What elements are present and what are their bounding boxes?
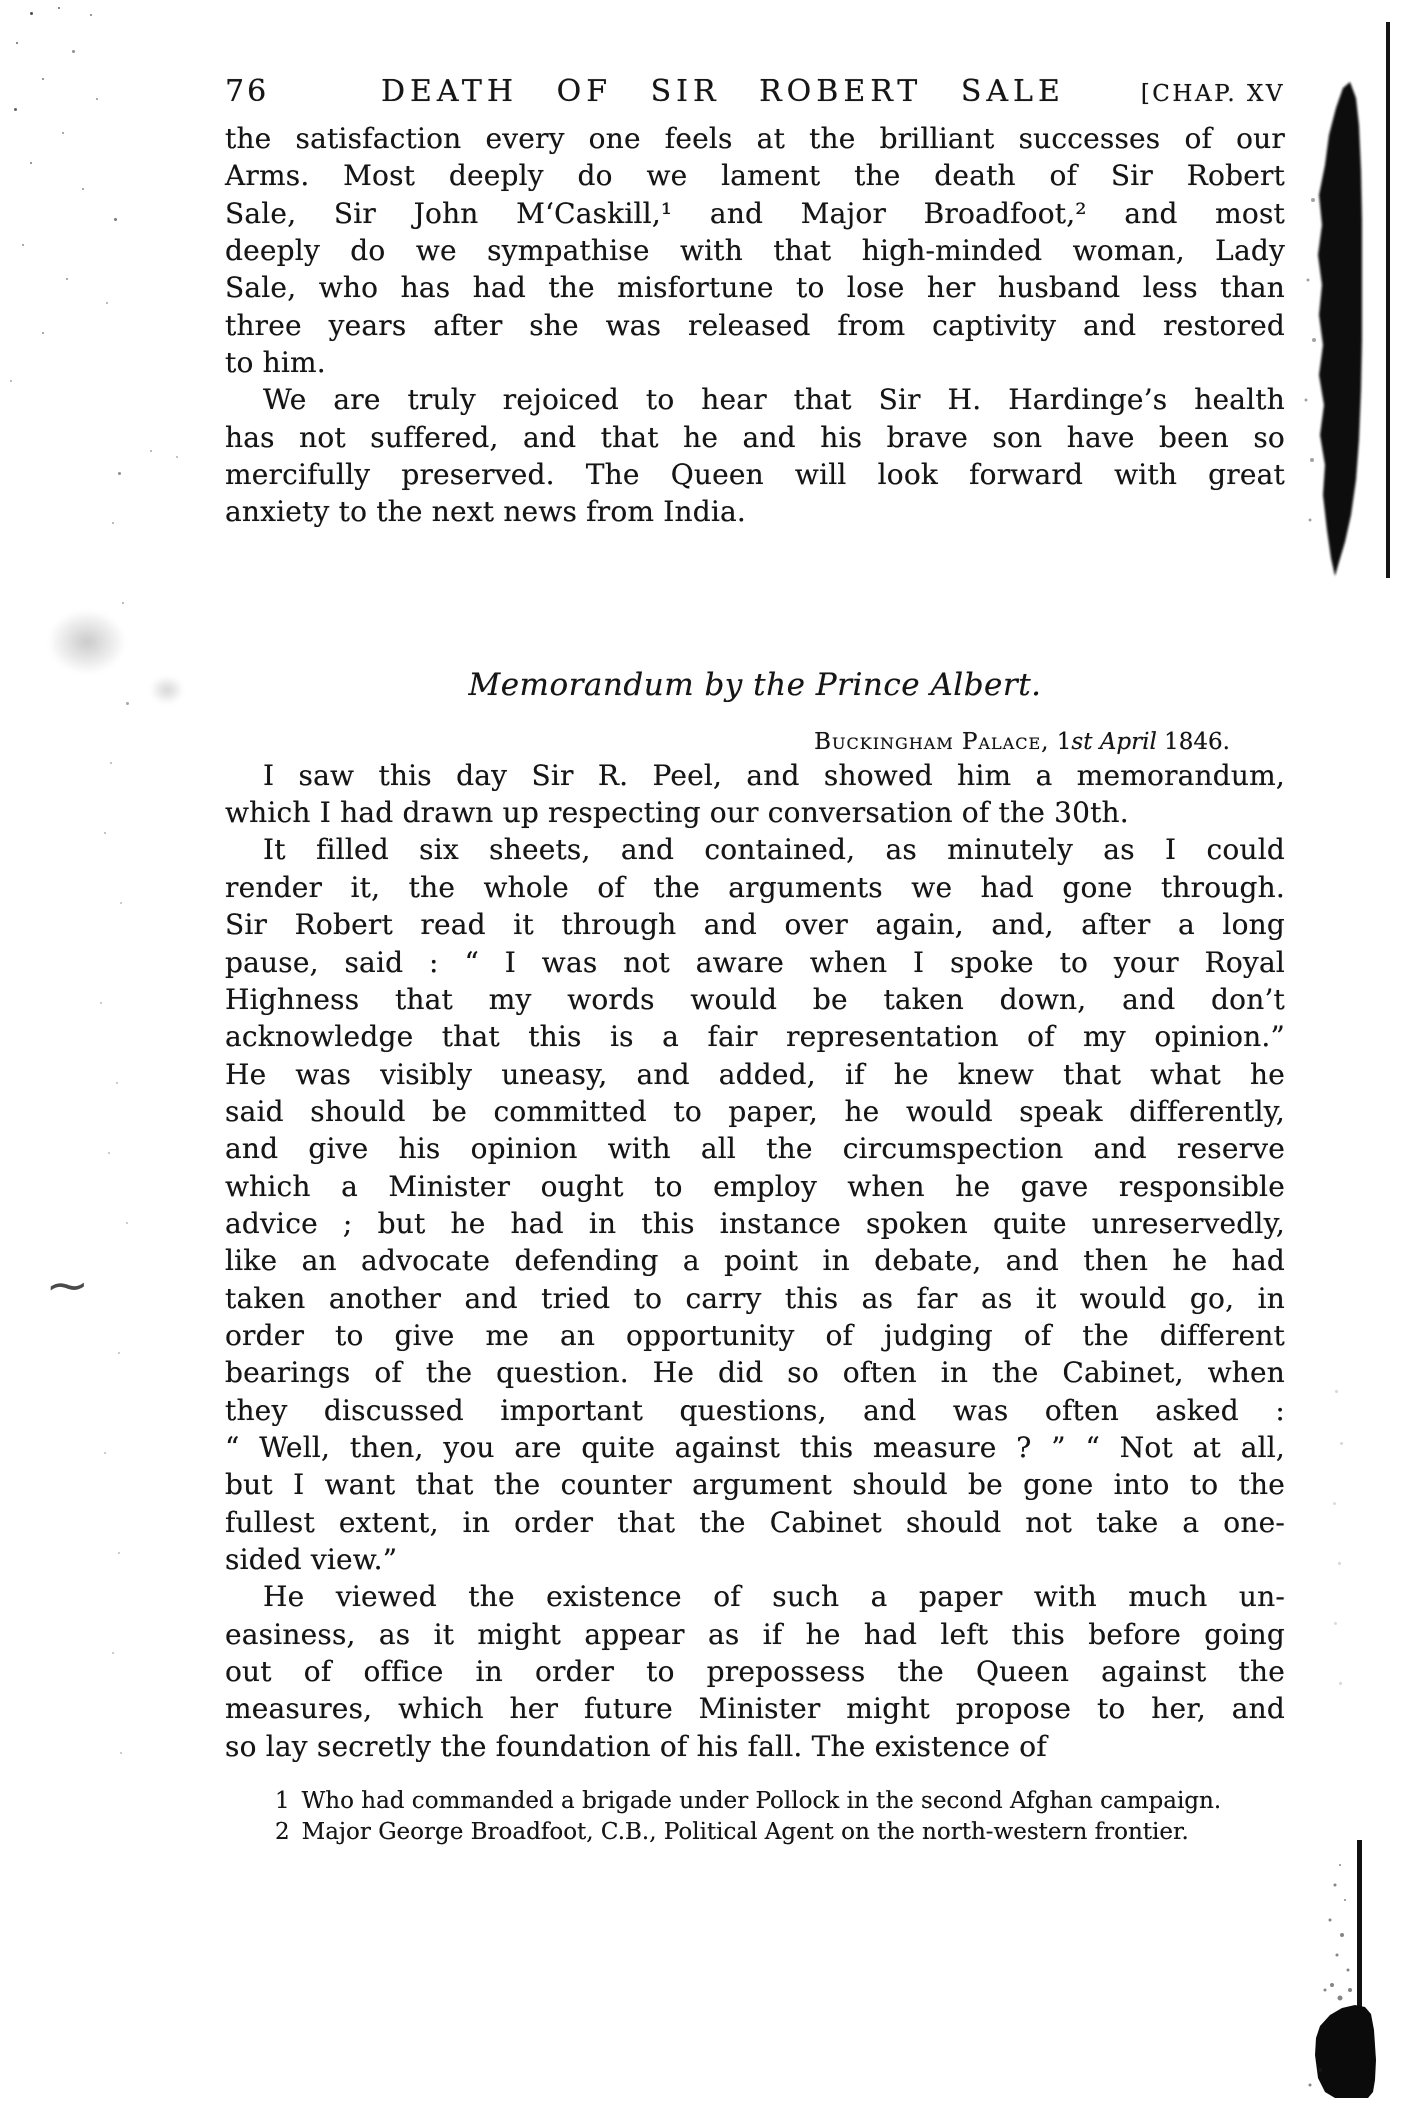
speckle (112, 522, 114, 524)
text-line: render it, the whole of the arguments we had gone through. (225, 870, 1285, 904)
running-header-title: DEATH OF SIR ROBERT SALE (380, 74, 1065, 109)
speckle (1340, 1442, 1343, 1445)
speckle (96, 98, 98, 100)
speckle (1339, 1682, 1342, 1685)
chapter-marker: [CHAP. XV (1140, 81, 1285, 107)
speckle (90, 14, 92, 16)
text-line: has not suffered, and that he and his brave son have been so (225, 420, 1285, 454)
text-line: We are truly rejoiced to hear that Sir H. Hardinge’s health (263, 383, 1285, 417)
text-line: mercifully preserved. The Queen will look forward with great (225, 458, 1285, 492)
speckle (108, 1152, 110, 1154)
speckle (1335, 1390, 1338, 1393)
dateline-month: April (1099, 728, 1157, 755)
text-line: which I had drawn up respecting our conversation of the 30th. (225, 796, 1129, 830)
speckle (126, 1222, 128, 1224)
speckle (1338, 1562, 1341, 1565)
text-line: sided view.” (225, 1543, 398, 1576)
footnote-marker: 1 (275, 1788, 290, 1815)
footnote-text: Major George Broadfoot, C.B., Political Agent on the north-western frontier. (301, 1819, 1189, 1846)
text-line: acknowledge that this is a fair representation of my opinion.” (225, 1020, 1285, 1054)
speckle (30, 12, 33, 15)
speckle (104, 832, 106, 834)
text-line: they discussed important questions, and was often asked : (225, 1393, 1285, 1427)
paragraph (225, 757, 1285, 832)
text-line: Sale, who has had the misfortune to lose her husband less than (225, 271, 1285, 305)
speckle (104, 1452, 106, 1454)
speckle (100, 1002, 102, 1004)
speckle (1334, 1622, 1337, 1625)
text-line: which a Minister ought to employ when he gave responsible (225, 1169, 1285, 1203)
text-line: It filled six sheets, and contained, as minutely as I could (263, 833, 1285, 867)
section-heading: Memorandum by the Prince Albert. (468, 666, 1042, 703)
speckle (118, 472, 121, 475)
text-line: Sale, Sir John M‘Caskill,¹ and Major Broadfoot,² and most (225, 196, 1285, 230)
speckle (66, 278, 68, 280)
speckle (112, 1652, 114, 1654)
text-line: anxiety to the next news from India. (225, 495, 746, 529)
dateline-place: Buckingham Palace, (814, 728, 1050, 755)
text-line: pause, said : “ I was not aware when I spoke to your Royal (225, 945, 1285, 979)
speckle (106, 302, 108, 304)
speckle (120, 902, 122, 904)
running-header (225, 75, 1285, 111)
text-line: I saw this day Sir R. Peel, and showed him a memorandum, (263, 758, 1285, 792)
speckle (114, 218, 117, 221)
speckle (176, 456, 178, 458)
speckle (62, 132, 64, 134)
text-line: bearings of the question. He did so often in the Cabinet, when (225, 1356, 1285, 1390)
speckle (58, 7, 60, 9)
text-line: Arms. Most deeply do we lament the death of Sir Robert (225, 159, 1285, 193)
dateline (225, 727, 1285, 757)
text-line: Highness that my words would be taken down, and don’t (225, 982, 1285, 1016)
margin-pen-mark: ∼ (45, 1258, 90, 1312)
footnote (275, 1786, 1285, 1817)
text-line: deeply do we sympathise with that high-minded woman, Lady (225, 234, 1285, 268)
speckle (16, 42, 18, 44)
text-line: taken another and tried to carry this as far as it would go, in (225, 1281, 1285, 1315)
text-line: but I want that the counter argument should be gone into to the (225, 1468, 1285, 1502)
speckle (42, 332, 44, 334)
speckle (126, 702, 129, 705)
speckle (72, 50, 75, 53)
text-line: advice ; but he had in this instance spoken quite unreservedly, (225, 1206, 1285, 1240)
page-number: 76 (225, 74, 270, 109)
text-line: Sir Robert read it through and over again, and, after a long (225, 908, 1285, 942)
speckle (118, 1352, 120, 1354)
speckle (122, 602, 124, 604)
ink-smudge-top-right (1298, 80, 1398, 580)
page-edge-line (1386, 22, 1390, 578)
speckle (150, 450, 152, 452)
text-line: “ Well, then, you are quite against this measure ? ” “ Not at all, (225, 1430, 1285, 1464)
speckle (14, 108, 17, 111)
text-line: out of office in order to prepossess the Queen against the (225, 1655, 1285, 1689)
speckle (10, 380, 12, 382)
text-line: so lay secretly the foundation of his fall. The existence of (225, 1729, 1047, 1763)
footnote-text: Who had commanded a brigade under Pollock in the second Afghan campaign. (301, 1788, 1222, 1815)
text-line: fullest extent, in order that the Cabinet should not take a one- (225, 1505, 1285, 1539)
speckle (120, 1752, 122, 1754)
text-line: He was visibly uneasy, and added, if he knew that what he (225, 1057, 1285, 1091)
text-line: He viewed the existence of such a paper with much un- (263, 1580, 1285, 1614)
ink-blot-bottom-right (1280, 1840, 1406, 2110)
text-line: order to give me an opportunity of judging of the different (225, 1318, 1285, 1352)
paragraph (225, 831, 1285, 1578)
text-line: to him. (225, 346, 326, 380)
paragraph-continuation (225, 120, 1285, 381)
text-line: measures, which her future Minister might propose to her, and (225, 1692, 1285, 1726)
speckle (118, 1552, 120, 1554)
text-line: like an advocate defending a point in debate, and then he had (225, 1244, 1285, 1278)
speckle (30, 162, 32, 164)
speckle (42, 78, 44, 80)
text-block (225, 75, 1285, 1848)
dateline-day: 1st (1056, 728, 1093, 755)
speckle (22, 244, 24, 246)
margin-smudge (48, 610, 126, 674)
footnote-marker: 2 (275, 1819, 290, 1846)
footnotes (225, 1786, 1285, 1848)
text-line: three years after she was released from captivity and restored (225, 308, 1285, 342)
speckle (1333, 1502, 1336, 1505)
dateline-year: 1846. (1164, 728, 1230, 755)
text-line: said should be committed to paper, he would speak differently, (225, 1094, 1285, 1128)
speckle (82, 188, 84, 190)
speckle (110, 762, 112, 764)
text-line: and give his opinion with all the circumspection and reserve (225, 1132, 1285, 1166)
speckle (116, 1082, 118, 1084)
paragraph (225, 1578, 1285, 1765)
margin-smudge (150, 676, 184, 704)
paragraph (225, 381, 1285, 530)
text-line: easiness, as it might appear as if he had left this before going (225, 1617, 1285, 1651)
text-line: the satisfaction every one feels at the brilliant successes of our (225, 122, 1285, 155)
footnote (275, 1817, 1285, 1848)
